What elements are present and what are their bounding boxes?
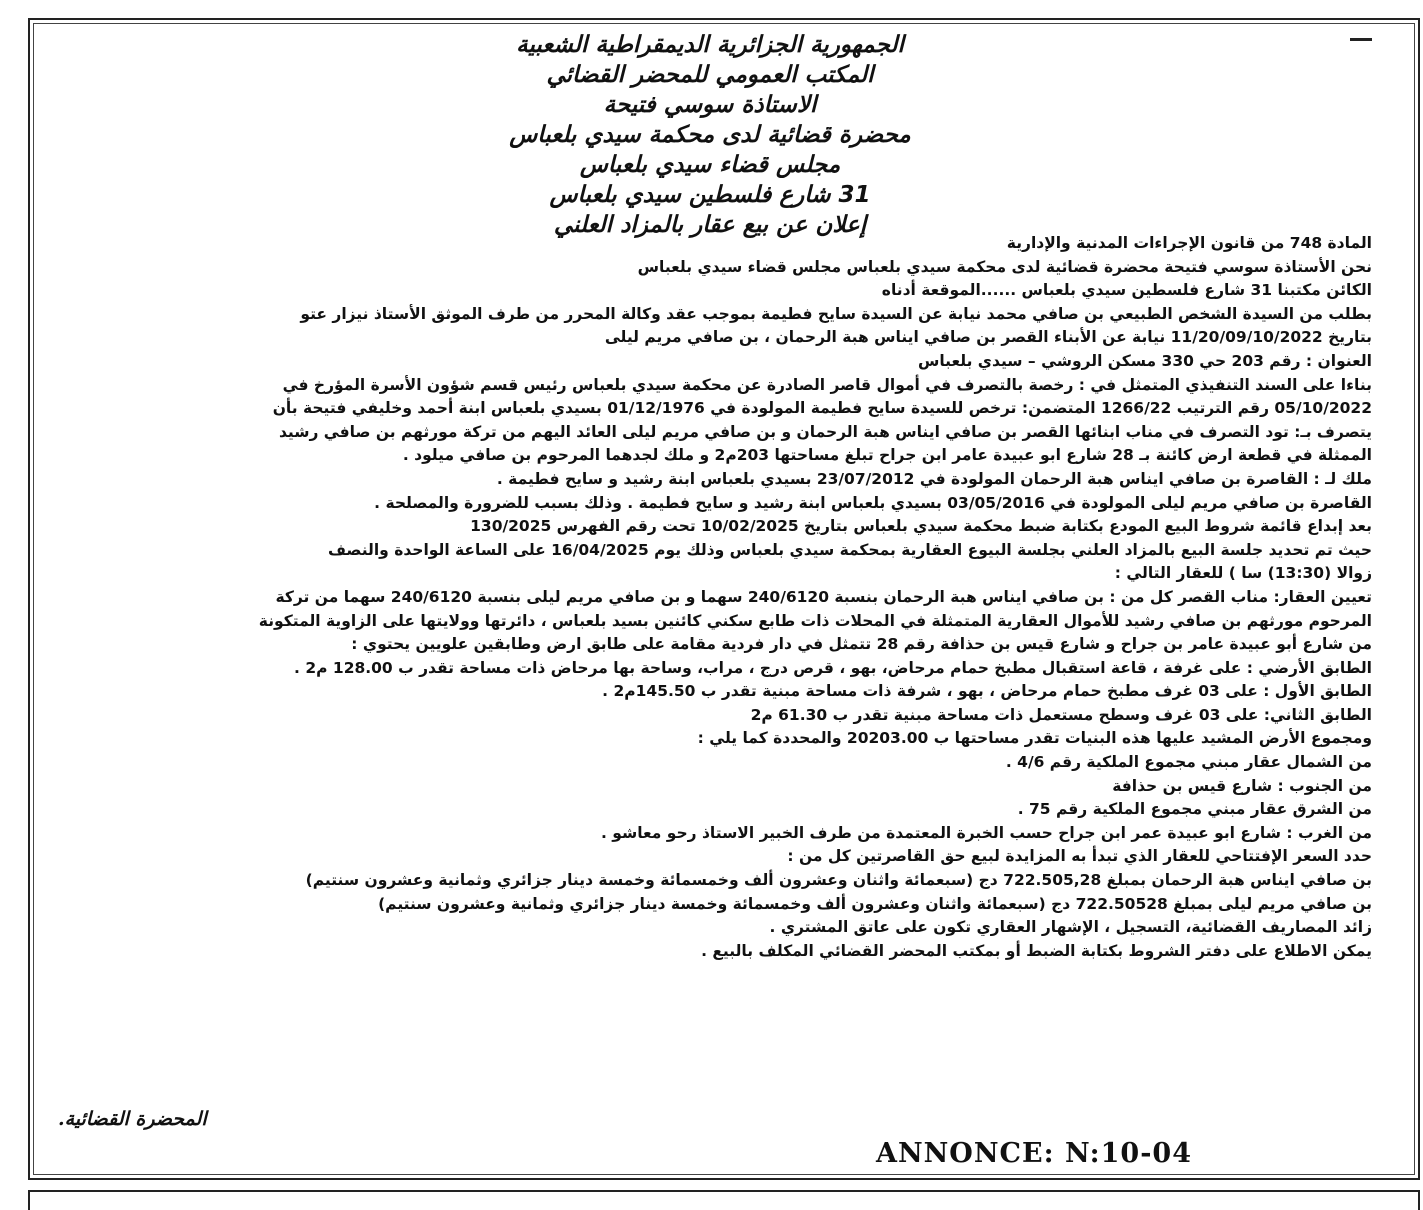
body-line: بعد إبداع قائمة شروط البيع المودع بكتابة ضبط محكمة سيدي بلعباس بتاريخ 10/02/2025 تحت رقم الفهرس 130/2025	[470, 517, 1372, 536]
body-line: الكائن مكتبنا 31 شارع فلسطين سيدي بلعباس ......الموقعة أدناه	[881, 281, 1372, 300]
body-line: تعيين العقار: مناب القصر كل من : بن صافي ايناس هبة الرحمان بنسبة 240/6120 سهما و بن صافي مريم ليلى بنسبة 240/6120 سهما من تركة	[275, 587, 1372, 606]
body-line: من الغرب : شارع ابو عبيدة عمر ابن جراح حسب الخبرة المعتمدة من طرف الخبير الاستاذ رحو معاشو .	[600, 823, 1372, 842]
signature: المحضرة القضائية.	[58, 1108, 207, 1130]
body-line: 05/10/2022 رقم الترتيب 1266/22 المتضمن: ترخص للسيدة سايح فطيمة المولودة في 01/12/1976 بسيدي بلعباس ابنة أحمد وخليفي فتيحة بأن	[272, 399, 1372, 418]
body-line: بن صافي مريم ليلى بمبلغ 722.50528 دج (سبعمائة واثنان وعشرون ألف وخمسمائة وخمسة دينار جزائري وثمانية وعشرون سنتيم)	[378, 894, 1372, 913]
next-notice-frame	[28, 1190, 1420, 1210]
body-line: بطلب من السيدة الشخص الطبيعي بن صافي محمد نيابة عن السيدة سايح فطيمة بموجب عقد وكالة المحرر من طرف الموثق الأستاذ نيزار عتو	[300, 304, 1372, 323]
body-line: من الجنوب : شارع قيس بن حذافة	[1112, 776, 1372, 795]
body-line: الممثلة في قطعة ارض كائنة بـ 28 شارع ابو عبيدة عامر ابن جراح تبلغ مساحتها 203م2 و ملك لجدهما المرحوم بن صافي ميلود .	[402, 446, 1372, 465]
body-line: بناءا على السند التنفيذي المتمثل في : رخصة بالتصرف في أموال قاصر الصادرة عن محكمة سيدي بلعباس رئيس قسم شؤون الأسرة المؤرخ في	[282, 375, 1372, 394]
body-line: يتصرف بـ: تود التصرف في مناب ابنائها القصر بن صافي ايناس هبة الرحمان و بن صافي مريم ليلى العائد اليهم من تركة مورثهم بن صافي رشيد	[278, 422, 1372, 441]
header-line: المكتب العمومي للمحضر القضائي	[546, 62, 874, 88]
body-line: المرحوم مورثهم بن صافي رشيد للأموال العقارية المتمثلة في المحلات ذات طابع سكني كائنين بسيد بلعباس ، دائرتها وولايتها على الزاوية المتكونة	[258, 611, 1372, 630]
header-line: مجلس قضاء سيدي بلعباس	[579, 152, 841, 178]
body-line: حيث تم تحديد جلسة البيع بالمزاد العلني بجلسة البيوع العقارية بمحكمة سيدي بلعباس وذلك يوم 16/04/2025 على الساعة الواحدة والنصف	[327, 540, 1372, 559]
body-line: بتاريخ 11/20/09/10/2022 نيابة عن الأبناء القصر بن صافي ايناس هبة الرحمان ، بن صافي مريم ليلى	[604, 328, 1372, 347]
body-line: يمكن الاطلاع على دفتر الشروط بكتابة الضبط أو بمكتب المحضر القضائي المكلف بالبيع .	[701, 941, 1372, 960]
body-line: الطابق الثاني: على 03 غرف وسطح مستعمل ذات مساحة مبنية تقدر ب 61.30 م2	[750, 705, 1372, 724]
body-line: من الشرق عقار مبني مجموع الملكية رقم 75 .	[1017, 800, 1372, 819]
announce-number: ANNONCE: N:10-04	[876, 1138, 1192, 1169]
notice-body	[44, 232, 1372, 963]
body-line: من الشمال عقار مبني مجموع الملكية رقم 4/6 .	[1005, 753, 1372, 772]
body-line: الطابق الأرضي : على غرفة ، قاعة استقبال مطبخ حمام مرحاض، بهو ، قرص درج ، مراب، وساحة بها مرحاض ذات مساحة تقدر ب 128.00 م2 .	[294, 658, 1372, 677]
body-line: ومجموع الأرض المشيد عليها هذه البنيات تقدر مساحتها ب 20203.00 والمحددة كما يلي :	[697, 729, 1372, 748]
body-line: المادة 748 من قانون الإجراءات المدنية والإدارية	[1006, 234, 1372, 252]
body-line: بن صافي ايناس هبة الرحمان بمبلغ 722.505,28 دج (سبعمائة واثنان وعشرون ألف وخمسمائة وخمسة دينار جزائري وثمانية وعشرون سنتيم)	[305, 871, 1372, 890]
header-line: 31 شارع فلسطين سيدي بلعباس	[549, 182, 871, 208]
header-line: الاستاذة سوسي فتيحة	[603, 92, 817, 118]
header-line: الجمهورية الجزائرية الديمقراطية الشعبية	[516, 32, 904, 58]
header-line: محضرة قضائية لدى محكمة سيدي بلعباس	[509, 122, 911, 148]
notice-header	[60, 30, 1360, 240]
body-line: زوالا (13:30) سا ) للعقار التالي :	[1114, 564, 1372, 583]
body-line: الطابق الأول : على 03 غرف مطبخ حمام مرحاض ، بهو ، شرفة ذات مساحة مبنية تقدر ب 145.50م2 .	[602, 682, 1372, 701]
body-line: العنوان : رقم 203 حي 330 مسكن الروشي – سيدي بلعباس	[917, 351, 1372, 370]
body-line: نحن الأستاذة سوسي فتيحة محضرة قضائية لدى محكمة سيدي بلعباس مجلس قضاء سيدي بلعباس	[637, 257, 1372, 276]
body-line: من شارع أبو عبيدة عامر بن جراح و شارع قيس بن حذافة رقم 28 تتمثل في دار فردية مقامة على طابق ارض وطابقين علويين يحتوي :	[351, 635, 1372, 654]
body-line: حدد السعر الإفتتاحي للعقار الذي تبدأ به المزايدة لبيع حق القاصرتين كل من :	[787, 847, 1372, 866]
body-line: القاصرة بن صافي مريم ليلى المولودة في 03/05/2016 بسيدي بلعباس ابنة رشيد و سايح فطيمة . وذلك بسبب للضرورة والمصلحة .	[374, 493, 1372, 512]
body-line: ملك لـ : القاصرة بن صافي ايناس هبة الرحمان المولودة في 23/07/2012 بسيدي بلعباس ابنة رشيد و سايح فطيمة .	[496, 469, 1372, 488]
body-line: زائد المصاريف القضائية، التسجيل ، الإشهار العقاري تكون على عاتق المشتري .	[769, 918, 1372, 937]
notice-title: إعلان عن بيع عقار بالمزاد العلني	[553, 212, 867, 238]
